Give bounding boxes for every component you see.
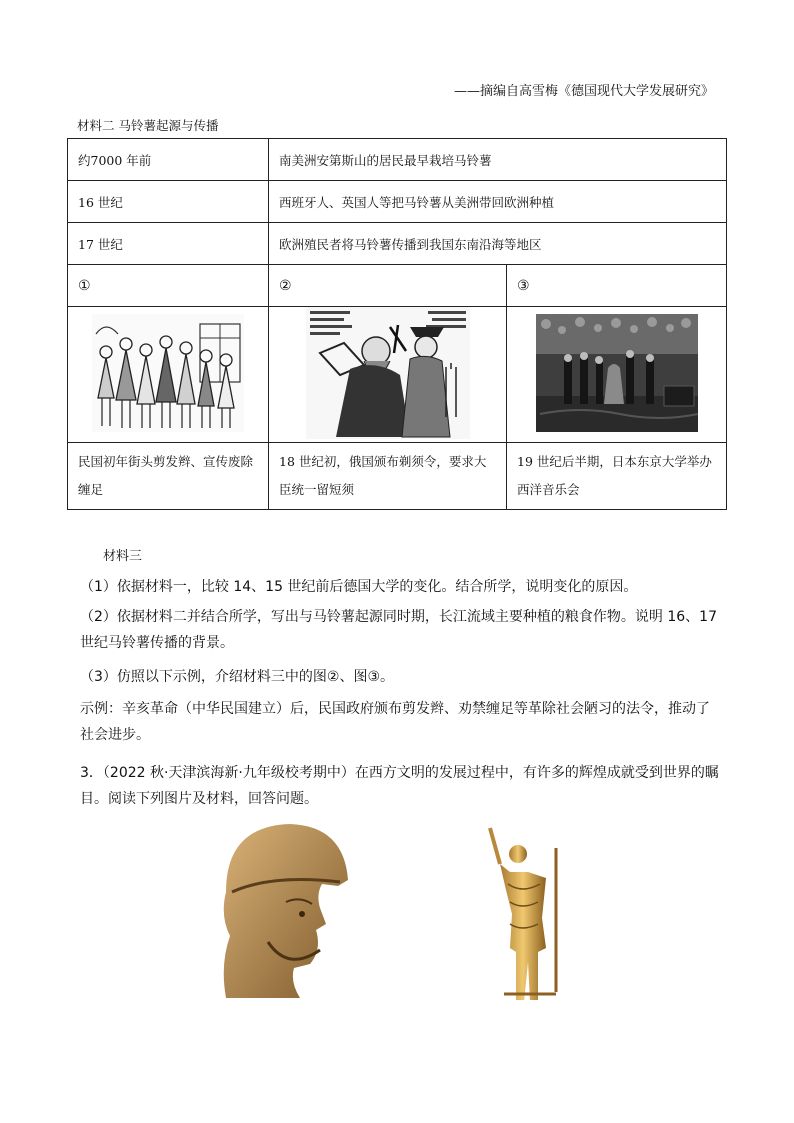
material-table	[67, 138, 727, 510]
example-text: 示例：辛亥革命（中华民国建立）后，民国政府颁布剪发辫、劝禁缠足等革除社会陋习的法令，推动了社会进步。	[80, 701, 710, 743]
table-row	[68, 139, 727, 181]
source-citation: ——摘编自高雪梅《德国现代大学发展研究》	[453, 84, 714, 99]
question-2: （2）依据材料二并结合所学，写出与马铃薯起源同时期，长江流域主要种植的粮食作物。说明 16、17 世纪马铃薯传播的背景。	[80, 609, 717, 651]
caption-cell-3: 19 世纪后半期，日本东京大学举办西洋音乐会	[507, 443, 727, 510]
time-cell: 约7000 年前	[68, 139, 269, 181]
desc-cell: 南美洲安第斯山的居民最早栽培马铃薯	[269, 139, 727, 181]
caption-cell-1: 民国初年街头剪发辫、宣传废除缠足	[68, 443, 269, 510]
question-heading-3: 3．（2022 秋·天津滨海新·九年级校考期中）在西方文明的发展过程中，有许多的辉煌成就受到世界的瞩目。阅读下列图片及材料，回答问题。	[80, 765, 719, 807]
caption-cell-2: 18 世纪初，俄国颁布剃须令，要求大臣统一留短须	[269, 443, 507, 510]
marker-cell-2: ②	[269, 265, 507, 307]
marker-cell-1: ①	[68, 265, 269, 307]
table-row	[68, 307, 727, 443]
image-cell-1	[68, 307, 269, 443]
crowd-street-illustration-icon	[92, 314, 244, 432]
material2-title: 材料二 马铃薯起源与传播	[77, 118, 219, 133]
table-row	[68, 223, 727, 265]
image-cell-3	[507, 307, 727, 443]
question-1: （1）依据材料一，比较 14、15 世纪前后德国大学的变化。结合所学，说明变化的原因。	[80, 579, 638, 595]
question-3: （3）仿照以下示例，介绍材料三中的图②、图③。	[80, 669, 395, 685]
beard-cutting-engraving-icon	[306, 307, 470, 439]
desc-cell: 欧洲殖民者将马铃薯传播到我国东南沿海等地区	[269, 223, 727, 265]
greek-helmet-bust-icon	[216, 822, 348, 1006]
roman-emperor-statue-icon	[486, 824, 566, 1004]
table-row	[68, 443, 727, 510]
material3-label: 材料三	[103, 549, 143, 564]
marker-cell-3: ③	[507, 265, 727, 307]
image-cell-2	[269, 307, 507, 443]
concert-hall-photo-icon	[536, 314, 698, 432]
table-row	[68, 265, 727, 307]
time-cell: 17 世纪	[68, 223, 269, 265]
desc-cell: 西班牙人、英国人等把马铃薯从美洲带回欧洲种植	[269, 181, 727, 223]
time-cell: 16 世纪	[68, 181, 269, 223]
table-row	[68, 181, 727, 223]
